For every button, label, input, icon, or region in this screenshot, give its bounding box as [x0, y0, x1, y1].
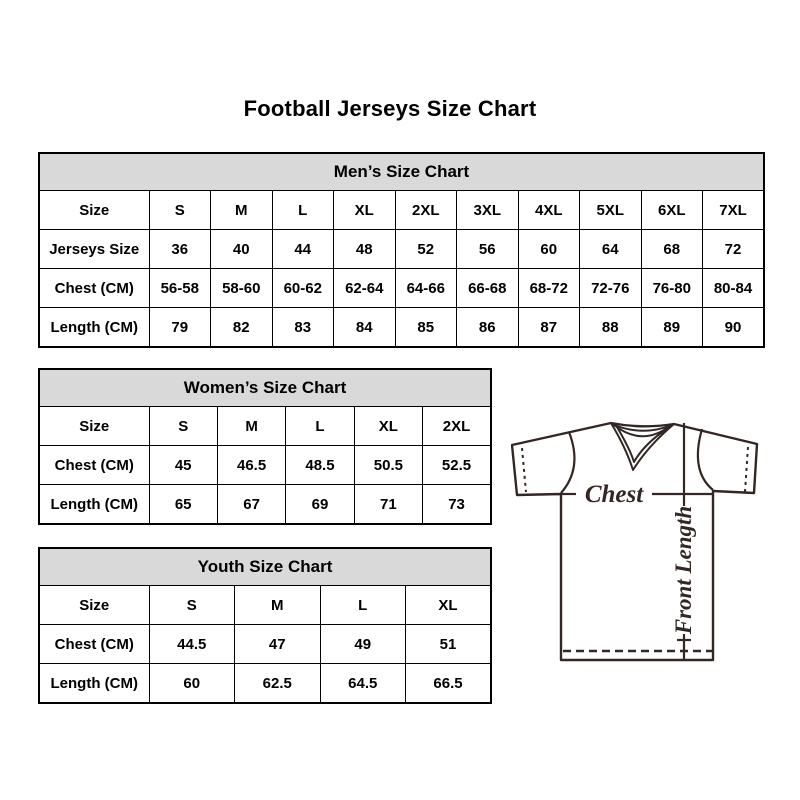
- cuff-stitch-right-icon: [745, 447, 748, 492]
- chest-label: Chest: [584, 481, 644, 508]
- column-header: 6XL: [641, 191, 703, 230]
- table-cell: 90: [703, 308, 765, 348]
- table-cell: 62-64: [334, 269, 396, 308]
- jersey-measurement-diagram: [511, 420, 763, 667]
- column-header: XL: [354, 407, 422, 446]
- table-title: Men’s Size Chart: [39, 153, 764, 191]
- row-label: Chest (CM): [39, 446, 149, 485]
- table-cell: 85: [395, 308, 457, 348]
- table-row: [39, 446, 491, 485]
- table-cell: 79: [149, 308, 211, 348]
- column-header: M: [211, 191, 273, 230]
- table-cell: 45: [149, 446, 217, 485]
- table-title-row: [39, 548, 491, 586]
- table-cell: 46.5: [217, 446, 285, 485]
- table-cell: 66-68: [457, 269, 519, 308]
- table-cell: 48: [334, 230, 396, 269]
- table-cell: 65: [149, 485, 217, 525]
- table-row: [39, 269, 764, 308]
- column-header: M: [217, 407, 285, 446]
- table-cell: 52: [395, 230, 457, 269]
- front-length-label: Front Length: [671, 505, 696, 635]
- jersey-collar: [611, 423, 674, 470]
- table-cell: 68-72: [518, 269, 580, 308]
- table-cell: 64-66: [395, 269, 457, 308]
- column-header: XL: [334, 191, 396, 230]
- table-cell: 58-60: [211, 269, 273, 308]
- table-cell: 64: [580, 230, 642, 269]
- table-cell: 72: [703, 230, 765, 269]
- column-header: S: [149, 191, 211, 230]
- table-cell: 69: [286, 485, 354, 525]
- table-title-row: [39, 153, 764, 191]
- table-title-row: [39, 369, 491, 407]
- table-cell: 48.5: [286, 446, 354, 485]
- table-title: Youth Size Chart: [39, 548, 491, 586]
- row-label: Jerseys Size: [39, 230, 149, 269]
- column-header: 4XL: [518, 191, 580, 230]
- table-cell: 60: [149, 664, 235, 704]
- table-cell: 40: [211, 230, 273, 269]
- table-cell: 89: [641, 308, 703, 348]
- table-cell: 84: [334, 308, 396, 348]
- column-header: 5XL: [580, 191, 642, 230]
- column-header: XL: [406, 586, 492, 625]
- table-cell: 83: [272, 308, 334, 348]
- womens-size-table: [38, 368, 492, 525]
- column-header: L: [320, 586, 406, 625]
- table-cell: 44: [272, 230, 334, 269]
- table-cell: 71: [354, 485, 422, 525]
- column-header: M: [235, 586, 321, 625]
- table-cell: 67: [217, 485, 285, 525]
- table-row: [39, 308, 764, 348]
- table-cell: 51: [406, 625, 492, 664]
- table-cell: 80-84: [703, 269, 765, 308]
- mens-size-table: [38, 152, 765, 348]
- table-row: [39, 664, 491, 704]
- table-cell: 60: [518, 230, 580, 269]
- table-header-row: [39, 191, 764, 230]
- table-cell: 62.5: [235, 664, 321, 704]
- table-cell: 87: [518, 308, 580, 348]
- row-label: Length (CM): [39, 485, 149, 525]
- table-cell: 60-62: [272, 269, 334, 308]
- table-title: Women’s Size Chart: [39, 369, 491, 407]
- table-row: [39, 230, 764, 269]
- table-cell: 44.5: [149, 625, 235, 664]
- table-cell: 52.5: [423, 446, 491, 485]
- row-label: Chest (CM): [39, 625, 149, 664]
- row-label: Length (CM): [39, 308, 149, 348]
- table-header-row: [39, 407, 491, 446]
- column-header: 2XL: [423, 407, 491, 446]
- column-header: S: [149, 407, 217, 446]
- column-header: L: [272, 191, 334, 230]
- column-header: Size: [39, 586, 149, 625]
- table-cell: 86: [457, 308, 519, 348]
- page-title: Football Jerseys Size Chart: [243, 96, 537, 121]
- table-cell: 73: [423, 485, 491, 525]
- row-label: Length (CM): [39, 664, 149, 704]
- column-header: Size: [39, 407, 149, 446]
- table-cell: 66.5: [406, 664, 492, 704]
- table-cell: 76-80: [641, 269, 703, 308]
- table-row: [39, 485, 491, 525]
- column-header: 2XL: [395, 191, 457, 230]
- youth-size-table: [38, 547, 492, 704]
- table-cell: 72-76: [580, 269, 642, 308]
- table-header-row: [39, 586, 491, 625]
- jersey-outline: [512, 423, 757, 660]
- column-header: Size: [39, 191, 149, 230]
- table-cell: 88: [580, 308, 642, 348]
- table-cell: 68: [641, 230, 703, 269]
- row-label: Chest (CM): [39, 269, 149, 308]
- column-header: 7XL: [703, 191, 765, 230]
- column-header: L: [286, 407, 354, 446]
- column-header: 3XL: [457, 191, 519, 230]
- table-cell: 56: [457, 230, 519, 269]
- table-cell: 56-58: [149, 269, 211, 308]
- table-cell: 64.5: [320, 664, 406, 704]
- table-cell: 49: [320, 625, 406, 664]
- table-row: [39, 625, 491, 664]
- table-cell: 36: [149, 230, 211, 269]
- table-cell: 50.5: [354, 446, 422, 485]
- table-cell: 82: [211, 308, 273, 348]
- cuff-stitch-left-icon: [522, 448, 526, 492]
- column-header: S: [149, 586, 235, 625]
- table-cell: 47: [235, 625, 321, 664]
